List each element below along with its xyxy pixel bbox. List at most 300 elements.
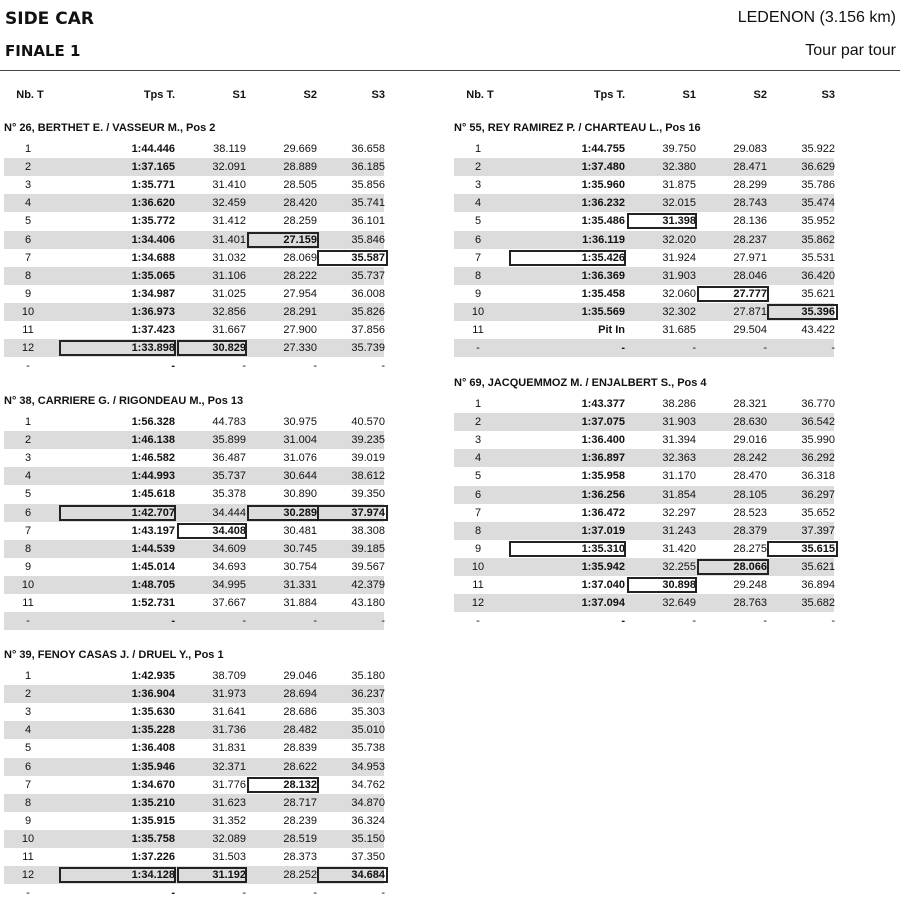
lap-tps-cell: 1:35.569: [581, 305, 625, 318]
lap-row: [4, 866, 384, 884]
lap-s1-cell: 31.412: [212, 215, 246, 228]
lap-tps-cell: -: [621, 615, 625, 628]
lap-lap-cell: 6: [24, 233, 32, 246]
lap-lap-cell: -: [26, 887, 30, 900]
lap-s2-cell: 28.373: [283, 851, 317, 863]
lap-lap-cell: 12: [21, 342, 35, 355]
lap-lap-cell: -: [476, 342, 480, 355]
lap-s2-cell: 27.971: [733, 251, 767, 264]
lap-row: [454, 413, 834, 431]
lap-s1-cell: 44.783: [212, 416, 246, 428]
lap-s1-cell: 31.025: [212, 287, 246, 300]
lap-lap-cell: 4: [474, 452, 482, 465]
lap-s2-cell: 29.083: [733, 143, 767, 155]
lap-s1-cell: 31.420: [662, 542, 696, 555]
lap-s2-cell: 28.470: [733, 470, 767, 483]
lap-s2-cell: 30.745: [283, 542, 317, 555]
lap-s3-cell: 36.894: [801, 579, 835, 591]
best-s2-highlight: [247, 232, 319, 248]
lap-s3-cell: 36.629: [801, 161, 835, 174]
lap-s2-cell: 28.136: [733, 215, 767, 228]
lap-s2-cell: 29.504: [733, 324, 767, 336]
lap-s1-cell: 31.192: [212, 869, 246, 882]
lap-s2-cell: 31.331: [283, 578, 317, 591]
lap-s3-cell: 37.856: [351, 324, 385, 336]
lap-lap-cell: 6: [474, 233, 482, 246]
lap-lap-cell: 6: [24, 760, 32, 773]
lap-s3-cell: -: [381, 615, 385, 628]
lap-lap-cell: -: [26, 615, 30, 628]
lap-s1-cell: 31.106: [212, 269, 246, 282]
lap-tps-cell: 1:35.310: [581, 542, 625, 555]
lap-s3-cell: 35.587: [351, 251, 385, 264]
lap-tps-cell: 1:34.670: [131, 778, 175, 791]
lap-s2-cell: 28.686: [283, 706, 317, 719]
lap-tps-cell: -: [171, 360, 175, 373]
lap-s3-cell: 35.615: [801, 542, 835, 555]
lap-row: [454, 176, 834, 194]
lap-lap-cell: 11: [22, 851, 34, 863]
lap-s3-cell: 42.379: [351, 578, 385, 591]
lap-tps-cell: 1:35.942: [581, 560, 625, 573]
lap-lap-cell: 2: [24, 688, 32, 701]
lap-s3-cell: -: [381, 887, 385, 900]
lap-s2-cell: 27.954: [283, 287, 317, 300]
lap-s3-cell: 34.953: [351, 760, 385, 773]
lap-row: [454, 285, 834, 303]
best-s1-highlight: [627, 577, 697, 593]
lap-lap-cell: 3: [24, 706, 32, 719]
lap-s2-cell: -: [313, 615, 317, 628]
best-s2-highlight: [247, 505, 319, 521]
lap-s1-cell: 38.709: [212, 670, 246, 682]
lap-s2-cell: 27.159: [283, 233, 317, 246]
lap-s1-cell: 31.667: [212, 324, 246, 336]
lap-lap-cell: 10: [471, 560, 485, 573]
lap-s1-cell: 35.737: [212, 470, 246, 483]
lap-lap-cell: 5: [474, 470, 482, 483]
lap-s2-cell: 30.481: [283, 524, 317, 537]
col-s2-header: S2: [303, 89, 317, 101]
lap-lap-cell: -: [26, 360, 30, 373]
lap-row: [454, 212, 834, 230]
lap-tps-cell: 1:37.226: [131, 851, 175, 863]
best-s1-highlight: [627, 213, 697, 229]
lap-s3-cell: 43.422: [801, 324, 835, 336]
lap-row: [4, 794, 384, 812]
col-tps-header: Tps T.: [143, 89, 175, 101]
lap-tps-cell: 1:36.400: [581, 434, 625, 447]
lap-s1-cell: 31.924: [662, 251, 696, 264]
col-s1-header: S1: [232, 89, 246, 101]
lap-s1-cell: 32.856: [212, 305, 246, 318]
lap-s3-cell: 36.292: [801, 452, 835, 465]
lap-s3-cell: -: [381, 360, 385, 373]
lap-tps-cell: 1:35.771: [131, 179, 175, 192]
lap-s1-cell: 38.119: [213, 143, 246, 155]
best-tps-highlight: [59, 867, 176, 883]
lap-row: [4, 357, 384, 375]
lap-s1-cell: 31.831: [212, 742, 246, 755]
lap-s2-cell: 29.046: [283, 670, 317, 682]
lap-tps-cell: 1:33.898: [131, 342, 175, 355]
lap-row: [4, 413, 384, 431]
lap-lap-cell: 7: [24, 251, 32, 264]
lap-tps-cell: 1:43.377: [581, 398, 625, 410]
lap-lap-cell: 8: [474, 524, 482, 537]
lap-tps-cell: 1:35.486: [581, 215, 625, 228]
lap-row: [4, 884, 384, 902]
lap-s3-cell: 43.180: [351, 597, 385, 609]
lap-tps-cell: 1:36.904: [131, 688, 175, 701]
col-s3-header: S3: [821, 89, 835, 101]
lap-tps-cell: 1:36.256: [581, 488, 625, 501]
lap-lap-cell: 7: [24, 778, 32, 791]
lap-s3-cell: 36.318: [801, 470, 835, 483]
lap-row: [4, 267, 384, 285]
lap-s3-cell: 39.567: [351, 560, 385, 573]
best-s2-highlight: [697, 559, 769, 575]
lap-lap-cell: 9: [474, 287, 482, 300]
team-title: N° 69, JACQUEMMOZ M. / ENJALBERT S., Pos 4: [454, 377, 707, 389]
lap-tps-cell: 1:42.707: [131, 506, 175, 519]
team-title: N° 55, REY RAMIREZ P. / CHARTEAU L., Pos 16: [454, 122, 701, 134]
lap-s2-cell: 28.046: [733, 269, 767, 282]
lap-s2-cell: 28.763: [733, 597, 767, 610]
lap-tps-cell: Pit In: [598, 324, 625, 336]
lap-lap-cell: 2: [474, 161, 482, 174]
lap-s1-cell: -: [242, 360, 246, 373]
lap-lap-cell: 1: [24, 670, 32, 682]
lap-row: [4, 249, 384, 267]
lap-s2-cell: -: [313, 360, 317, 373]
lap-s2-cell: 28.519: [283, 832, 317, 845]
lap-tps-cell: 1:37.480: [581, 161, 625, 174]
lap-s2-cell: 27.871: [733, 305, 767, 318]
report-mode: Tour par tour: [805, 42, 896, 59]
lap-row: [4, 576, 384, 594]
lap-tps-cell: 1:36.472: [581, 506, 625, 519]
lap-tps-cell: 1:37.019: [581, 524, 625, 537]
lap-s2-cell: 28.717: [283, 796, 317, 809]
lap-tps-cell: 1:35.630: [131, 706, 175, 719]
lap-row: [454, 576, 834, 594]
lap-s3-cell: 38.612: [351, 470, 385, 483]
lap-s2-cell: 31.884: [283, 597, 317, 609]
col-lap-header: Nb. T: [466, 89, 494, 101]
lap-s2-cell: 27.777: [733, 287, 767, 300]
lap-lap-cell: 8: [24, 796, 32, 809]
lap-s3-cell: 35.010: [351, 724, 385, 737]
lap-s1-cell: 31.503: [212, 851, 246, 863]
lap-s1-cell: 32.297: [662, 506, 696, 519]
lap-row: [454, 594, 834, 612]
lap-s2-cell: 28.622: [283, 760, 317, 773]
best-s1-highlight: [177, 523, 247, 539]
best-s3-highlight: [317, 867, 388, 883]
lap-lap-cell: -: [476, 615, 480, 628]
lap-s3-cell: 35.396: [801, 305, 835, 318]
lap-s3-cell: -: [831, 342, 835, 355]
lap-row: [4, 685, 384, 703]
lap-tps-cell: 1:35.458: [581, 287, 625, 300]
lap-s2-cell: 28.743: [733, 197, 767, 210]
lap-s2-cell: 31.004: [283, 434, 317, 447]
lap-row: [454, 467, 834, 485]
lap-s1-cell: 32.380: [662, 161, 696, 174]
lap-s3-cell: 36.770: [801, 398, 835, 410]
lap-lap-cell: 3: [474, 179, 482, 192]
best-s1-highlight: [177, 340, 247, 356]
lap-s3-cell: 35.621: [801, 560, 835, 573]
lap-lap-cell: 9: [474, 542, 482, 555]
lap-s3-cell: 35.682: [801, 597, 835, 610]
lap-s1-cell: 32.302: [662, 305, 696, 318]
lap-s2-cell: 29.016: [733, 434, 767, 447]
lap-s2-cell: 28.066: [733, 560, 767, 573]
lap-s3-cell: 35.741: [351, 197, 385, 210]
lap-s3-cell: 39.019: [351, 452, 385, 465]
lap-row: [454, 431, 834, 449]
lap-tps-cell: 1:37.040: [581, 579, 625, 591]
lap-s3-cell: 36.008: [351, 287, 385, 300]
lap-lap-cell: 1: [24, 416, 32, 428]
col-s1-header: S1: [682, 89, 696, 101]
lap-s1-cell: -: [692, 342, 696, 355]
lap-tps-cell: 1:34.987: [131, 287, 175, 300]
lap-s3-cell: 36.297: [801, 488, 835, 501]
lap-s2-cell: 28.523: [733, 506, 767, 519]
lap-lap-cell: 6: [474, 488, 482, 501]
lap-s3-cell: 35.737: [351, 269, 385, 282]
lap-s1-cell: 31.854: [662, 488, 696, 501]
best-s2-highlight: [697, 286, 769, 302]
lap-s3-cell: 35.826: [351, 305, 385, 318]
lap-lap-cell: 4: [24, 197, 32, 210]
lap-tps-cell: 1:36.232: [581, 197, 625, 210]
lap-s3-cell: 35.150: [351, 832, 385, 845]
lap-s3-cell: 34.762: [351, 778, 385, 791]
lap-row: [4, 339, 384, 357]
lap-tps-cell: 1:35.960: [581, 179, 625, 192]
lap-s1-cell: 31.903: [662, 269, 696, 282]
lap-s1-cell: 32.255: [662, 560, 696, 573]
lap-row: [4, 739, 384, 757]
lap-s2-cell: 27.900: [283, 324, 317, 336]
lap-s2-cell: 28.471: [733, 161, 767, 174]
lap-lap-cell: 5: [24, 488, 32, 501]
lap-tps-cell: 1:44.446: [131, 143, 175, 155]
lap-lap-cell: 9: [24, 560, 32, 573]
best-tps-highlight: [509, 541, 626, 557]
lap-s3-cell: 36.542: [801, 416, 835, 429]
lap-tps-cell: 1:37.423: [131, 324, 175, 336]
lap-s2-cell: 28.222: [283, 269, 317, 282]
lap-tps-cell: 1:56.328: [131, 416, 175, 428]
lap-s1-cell: 31.875: [662, 179, 696, 192]
lap-row: [4, 140, 384, 158]
lap-s2-cell: -: [763, 342, 767, 355]
lap-s2-cell: 28.839: [283, 742, 317, 755]
lap-tps-cell: 1:44.993: [131, 470, 175, 483]
lap-s2-cell: -: [313, 887, 317, 900]
lap-row: [454, 558, 834, 576]
lap-s1-cell: -: [242, 887, 246, 900]
lap-tps-cell: 1:35.426: [581, 251, 625, 264]
lap-s3-cell: 35.952: [801, 215, 835, 228]
lap-s1-cell: 31.903: [662, 416, 696, 429]
lap-tps-cell: 1:36.897: [581, 452, 625, 465]
lap-tps-cell: 1:48.705: [131, 578, 175, 591]
lap-s1-cell: 31.685: [662, 324, 696, 336]
lap-tps-cell: 1:46.138: [131, 434, 175, 447]
lap-s3-cell: 34.684: [351, 869, 385, 882]
lap-s1-cell: 32.371: [212, 760, 246, 773]
lap-s1-cell: 31.641: [212, 706, 246, 719]
lap-s3-cell: 35.739: [351, 342, 385, 355]
lap-tps-cell: 1:35.210: [131, 796, 175, 809]
lap-s3-cell: -: [831, 615, 835, 628]
best-s3-highlight: [767, 304, 838, 320]
lap-lap-cell: 11: [472, 324, 484, 336]
lap-s3-cell: 35.862: [801, 233, 835, 246]
lap-row: [4, 158, 384, 176]
lap-tps-cell: 1:35.228: [131, 724, 175, 737]
lap-s3-cell: 35.922: [801, 143, 835, 155]
lap-s3-cell: 36.420: [801, 269, 835, 282]
best-tps-highlight: [59, 340, 176, 356]
lap-lap-cell: 7: [474, 506, 482, 519]
lap-row: [4, 303, 384, 321]
best-s3-highlight: [317, 250, 388, 266]
lap-s2-cell: 28.132: [283, 778, 317, 791]
lap-s2-cell: 30.644: [283, 470, 317, 483]
lap-lap-cell: 2: [24, 434, 32, 447]
lap-s2-cell: 29.669: [283, 143, 317, 155]
lap-row: [4, 558, 384, 576]
lap-s2-cell: 30.754: [283, 560, 317, 573]
lap-s2-cell: 28.252: [283, 869, 317, 882]
lap-row: [454, 339, 834, 357]
lap-s2-cell: 28.420: [283, 197, 317, 210]
lap-s2-cell: 28.291: [283, 305, 317, 318]
lap-s3-cell: 39.235: [351, 434, 385, 447]
lap-row: [454, 231, 834, 249]
lap-s2-cell: 27.330: [283, 342, 317, 355]
lap-row: [454, 267, 834, 285]
col-s3-header: S3: [371, 89, 385, 101]
lap-row: [454, 540, 834, 558]
lap-tps-cell: 1:34.406: [131, 233, 175, 246]
lap-tps-cell: 1:43.197: [131, 524, 175, 537]
lap-lap-cell: 4: [24, 724, 32, 737]
lap-lap-cell: 6: [24, 506, 32, 519]
lap-tps-cell: 1:35.065: [131, 269, 175, 282]
lap-s1-cell: 32.089: [212, 832, 246, 845]
lap-s2-cell: 30.890: [283, 488, 317, 501]
lap-s3-cell: 36.237: [351, 688, 385, 701]
lap-s1-cell: 36.487: [212, 452, 246, 465]
lap-lap-cell: 7: [24, 524, 32, 537]
lap-s2-cell: 28.505: [283, 179, 317, 192]
lap-s2-cell: 28.239: [283, 814, 317, 827]
lap-row: [454, 249, 834, 267]
lap-lap-cell: 3: [24, 179, 32, 192]
lap-s3-cell: 36.101: [351, 215, 385, 228]
lap-row: [4, 485, 384, 503]
lap-lap-cell: 11: [22, 324, 34, 336]
lap-s2-cell: 28.275: [733, 542, 767, 555]
lap-s1-cell: 35.899: [212, 434, 246, 447]
lap-s1-cell: 31.170: [662, 470, 696, 483]
lap-lap-cell: 1: [474, 398, 482, 410]
lap-lap-cell: 10: [21, 832, 35, 845]
lap-lap-cell: 9: [24, 814, 32, 827]
lap-lap-cell: 8: [24, 542, 32, 555]
lap-s3-cell: 34.870: [351, 796, 385, 809]
lap-s1-cell: 31.032: [212, 251, 246, 264]
lap-tps-cell: -: [171, 615, 175, 628]
lap-s3-cell: 36.324: [351, 814, 385, 827]
lap-s1-cell: 31.243: [662, 524, 696, 537]
lap-lap-cell: 2: [24, 161, 32, 174]
lap-s1-cell: 34.609: [212, 542, 246, 555]
lap-s2-cell: 28.237: [733, 233, 767, 246]
lap-s1-cell: 31.776: [212, 778, 246, 791]
lap-row: [4, 830, 384, 848]
lap-row: [4, 758, 384, 776]
lap-tps-cell: 1:36.620: [131, 197, 175, 210]
lap-row: [4, 812, 384, 830]
lap-row: [4, 231, 384, 249]
session-subtitle: FINALE 1: [5, 42, 81, 60]
lap-tps-cell: 1:36.408: [131, 742, 175, 755]
lap-s2-cell: 28.482: [283, 724, 317, 737]
team-title: N° 38, CARRIERE G. / RIGONDEAU M., Pos 13: [4, 395, 244, 407]
lap-s2-cell: 30.289: [283, 506, 317, 519]
lap-row: [4, 612, 384, 630]
lap-row: [4, 667, 384, 685]
lap-row: [454, 395, 834, 413]
lap-row: [4, 522, 384, 540]
best-tps-highlight: [59, 505, 176, 521]
lap-tps-cell: 1:44.755: [581, 143, 625, 155]
lap-s2-cell: 28.630: [733, 416, 767, 429]
lap-tps-cell: 1:46.582: [131, 452, 175, 465]
lap-s1-cell: 32.091: [212, 161, 246, 174]
lap-s2-cell: 31.076: [283, 452, 317, 465]
lap-lap-cell: 2: [474, 416, 482, 429]
lap-s1-cell: 32.015: [662, 197, 696, 210]
lap-s3-cell: 35.474: [801, 197, 835, 210]
lap-row: [454, 522, 834, 540]
lap-s3-cell: 39.350: [351, 488, 385, 501]
lap-lap-cell: 7: [474, 251, 482, 264]
lap-lap-cell: 3: [24, 452, 32, 465]
lap-tps-cell: 1:34.128: [131, 869, 175, 882]
lap-s3-cell: 35.856: [351, 179, 385, 192]
col-s2-header: S2: [753, 89, 767, 101]
lap-s2-cell: 29.248: [733, 579, 767, 591]
lap-row: [4, 176, 384, 194]
lap-lap-cell: 10: [21, 305, 35, 318]
lap-s1-cell: 32.363: [662, 452, 696, 465]
lap-s2-cell: 28.105: [733, 488, 767, 501]
lap-s1-cell: 30.829: [212, 342, 246, 355]
page-title: SIDE CAR: [5, 9, 94, 29]
lap-tps-cell: -: [171, 887, 175, 900]
lap-s1-cell: 39.750: [662, 143, 696, 155]
